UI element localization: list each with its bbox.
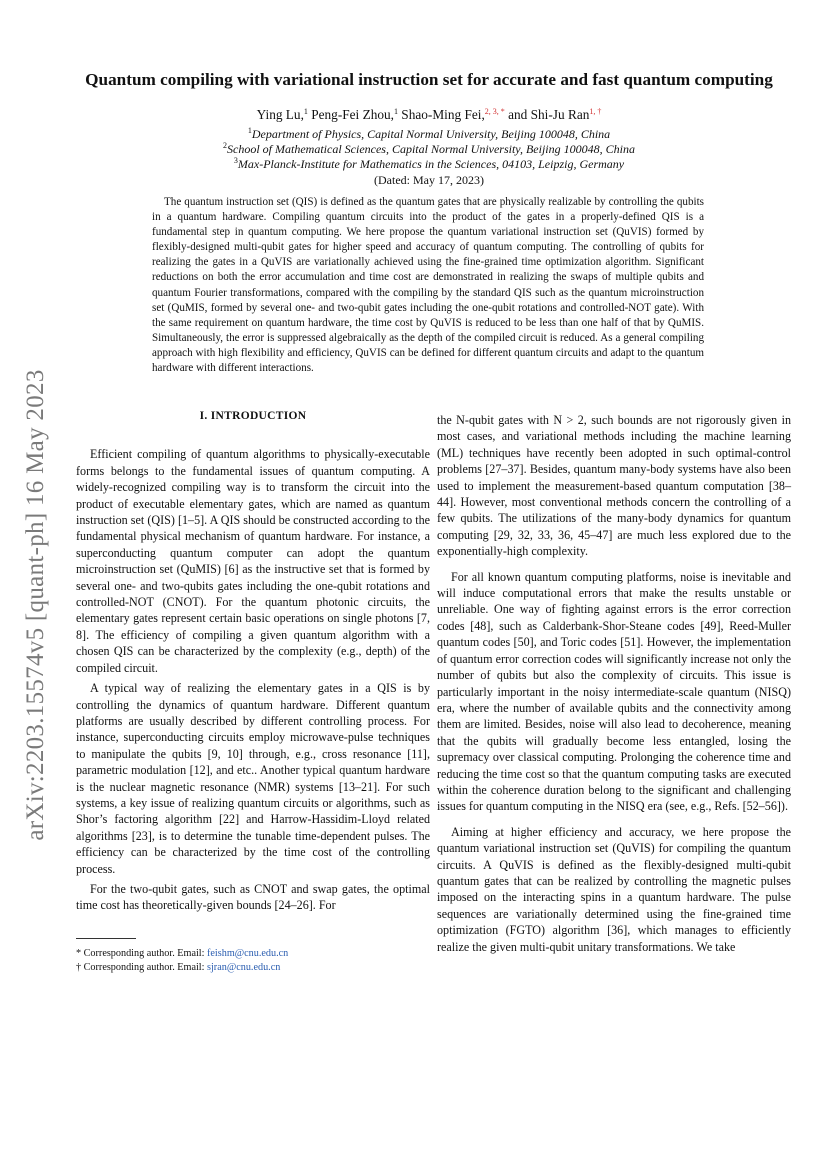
affiliation-line: $^2$School of Mathematical Sciences, Capital Normal University, Beijing 100048, China bbox=[223, 141, 635, 157]
left-column bbox=[76, 408, 430, 976]
author-list bbox=[80, 107, 778, 123]
arxiv-identifier: arXiv:2203.15574v5 [quant-ph] 16 May 2023 bbox=[22, 369, 49, 841]
abstract: The quantum instruction set (QIS) is defined as the quantum gates that are physically realizable by controlling the qubits in a quantum hardware. Compiling quantum circuits into the product of the gates in a properly-defined QIS is a fundamental step in quantum computing. We here propose the quantum variational instruction set (QuVIS) formed by flexibly-designed multi-qubit gates for higher speed and accuracy of quantum computing. The controlling of qubits for realizing the gates in a QuVIS are variationally achieved using the fine-grained time optimization algorithm. Significant reductions on both the error accumulation and time cost are demonstrated in realizing the swaps of multiple qubits and quantum Fourier transformations, compared with the compiling by the standard QIS such as the quantum microinstruction set (QuMIS, formed by several one- and two-qubit gates including the one-qubit rotations and controlled-NOT gate). With the same requirement on quantum hardware, the time cost by QuVIS is reduced to be less than one half of that by QuMIS. Simultaneously, the error is suppressed algebraically as the depth of the compiled circuit is reduced. As a general compiling approach with high flexibility and efficiency, QuVIS can be defined for different quantum circuits and adapt to the quantum hardware with different interactions. bbox=[152, 196, 704, 375]
email-link[interactable]: sjran@cnu.edu.cn bbox=[207, 962, 281, 974]
author-affil-mark: 1 bbox=[303, 107, 308, 116]
author-name: and Shi-Ju Ran bbox=[508, 107, 590, 122]
email-link[interactable]: feishm@cnu.edu.cn bbox=[207, 947, 289, 959]
right-column bbox=[437, 412, 791, 955]
section-heading: I. INTRODUCTION bbox=[199, 410, 307, 422]
author-name: Ying Lu, bbox=[256, 107, 304, 122]
author-affil-mark: 1 bbox=[393, 107, 398, 116]
affiliation-line: $^1$Department of Physics, Capital Normal University, Beijing 100048, China bbox=[247, 126, 611, 141]
body-paragraph: the N-qubit gates with N > 2, such bounds are not rigorously given in most cases, and variational methods including the machine learning (ML) techniques have recently been adopted in such optimal-control problems [27–37]. Besides, quantum many-body systems have also been used to implement the measurement-based quantum computation [38–44]. However, most conventional methods concern the controlling of a few qubits. The utilizations of the many-body dynamics for quantum computing [29, 32, 33, 36, 45–47] are much less explored due to the exponentially-high complexity. bbox=[437, 413, 791, 559]
affiliation-block bbox=[80, 127, 778, 188]
body-paragraph: For all known quantum computing platforms, noise is inevitable and will induce computational errors that make the results unstable or unreliable. One way of fighting against errors is the error correction codes [48], such as Calderbank-Shor-Steane codes [49], Reed-Muller quantum codes [50], and Toric codes [51]. However, the implementation of quantum error correction codes will significantly increase not only the number of qubits but also the complexity of circuits. This issue is particularly important in the noisy intermediate-scale quantum (NISQ) era, where the number of available qubits and the connectivity among them are limited. Besides, noise will also lead to decoherence, meaning that the qubits will gradually become less entangled, losing the supremacy over classical computing. Prolonging the coherence time and reducing the time cost so that the quantum computing tasks are executed within the coherence duration belong to the significant and challenging issues for quantum computing in the NISQ era (see, e.g., Refs. [52–56]). bbox=[437, 569, 791, 814]
body-paragraph: Efficient compiling of quantum algorithms to physically-executable forms belongs to the fundamental issues of quantum computing. A widely-recognized compiling way is to transform the circuit into the product of executable elementary gates, which are named as quantum instruction set (QIS) [1–5]. A QIS should be constructed according to the fundamental physical mechanism of quantum hardware. For instance, a superconducting quantum computer can adopt the quantum microinstruction set (QuMIS) [6] as the instructive set that is formed by several one- and two-qubits gates including the one-qubit rotations and controlled-NOT (CNOT). For the quantum photonic circuits, the elementary gates represent certain basic operations on single photons [7, 8]. The efficiency of compiling a given quantum algorithm with a chosen QIS can be characterized by the complexity (e.g., depth) of the compiled circuit. bbox=[76, 447, 430, 675]
footnote-rule bbox=[76, 938, 136, 939]
body-paragraph: For the two-qubit gates, such as CNOT and swap gates, the optimal time cost has theoretically-given bounds [24–26]. For bbox=[76, 881, 430, 913]
footnote: † Corresponding author. Email: sjran@cnu.edu.cn bbox=[76, 962, 281, 974]
author-affil-mark[interactable]: 2, 3, * bbox=[484, 107, 505, 116]
body-paragraph: Aiming at higher efficiency and accuracy, we here propose the quantum variational instruction set (QuVIS) for compiling the quantum circuits. A QuVIS is defined as the flexibly-designed multi-qubit quantum gates that can be realized by controlling the magnetic pulses imposed on the interacting spins in a quantum hardware. The pulse sequences are variationally determined using the fine-grained time optimization (FGTO) algorithm [36], which manages to efficiently realize the given multi-qubit unitary transformations. We take bbox=[437, 824, 791, 954]
affiliation-line: $^3$Max-Planck-Institute for Mathematics in the Sciences, 04103, Leipzig, Germany bbox=[233, 156, 625, 172]
author-name: Peng-Fei Zhou, bbox=[311, 107, 394, 122]
paper-title: Quantum compiling with variational instruction set for accurate and fast quantum computing bbox=[85, 70, 773, 89]
arxiv-sidebar-stamp bbox=[16, 340, 56, 870]
author-affil-mark[interactable]: 1, † bbox=[589, 107, 602, 116]
author-name: Shao-Ming Fei, bbox=[401, 107, 485, 122]
footnote: * Corresponding author. Email: feishm@cnu.edu.cn bbox=[76, 947, 289, 959]
dated-line: (Dated: May 17, 2023) bbox=[374, 172, 484, 187]
body-paragraph: A typical way of realizing the elementary gates in a QIS is by controlling the dynamics of quantum hardware. Different quantum platforms are usually described by different controlling process. For instance, superconducting circuits employ microwave-pulse techniques to manipulate the qubits [9, 10] through, e.g., cross resonance [11], parametric modulation [12], and etc.. Another typical quantum hardware is the nuclear magnetic resonance (NMR) systems [13–21]. For such systems, a key issue of realizing quantum circuits or algorithms, such as Shor’s factoring algorithm [22] and Harrow-Hassidim-Lloyd related algorithms [23], is to determine the tunable time-dependent pulses. The efficiency can be characterized by the time cost of the controlling process. bbox=[76, 681, 430, 876]
